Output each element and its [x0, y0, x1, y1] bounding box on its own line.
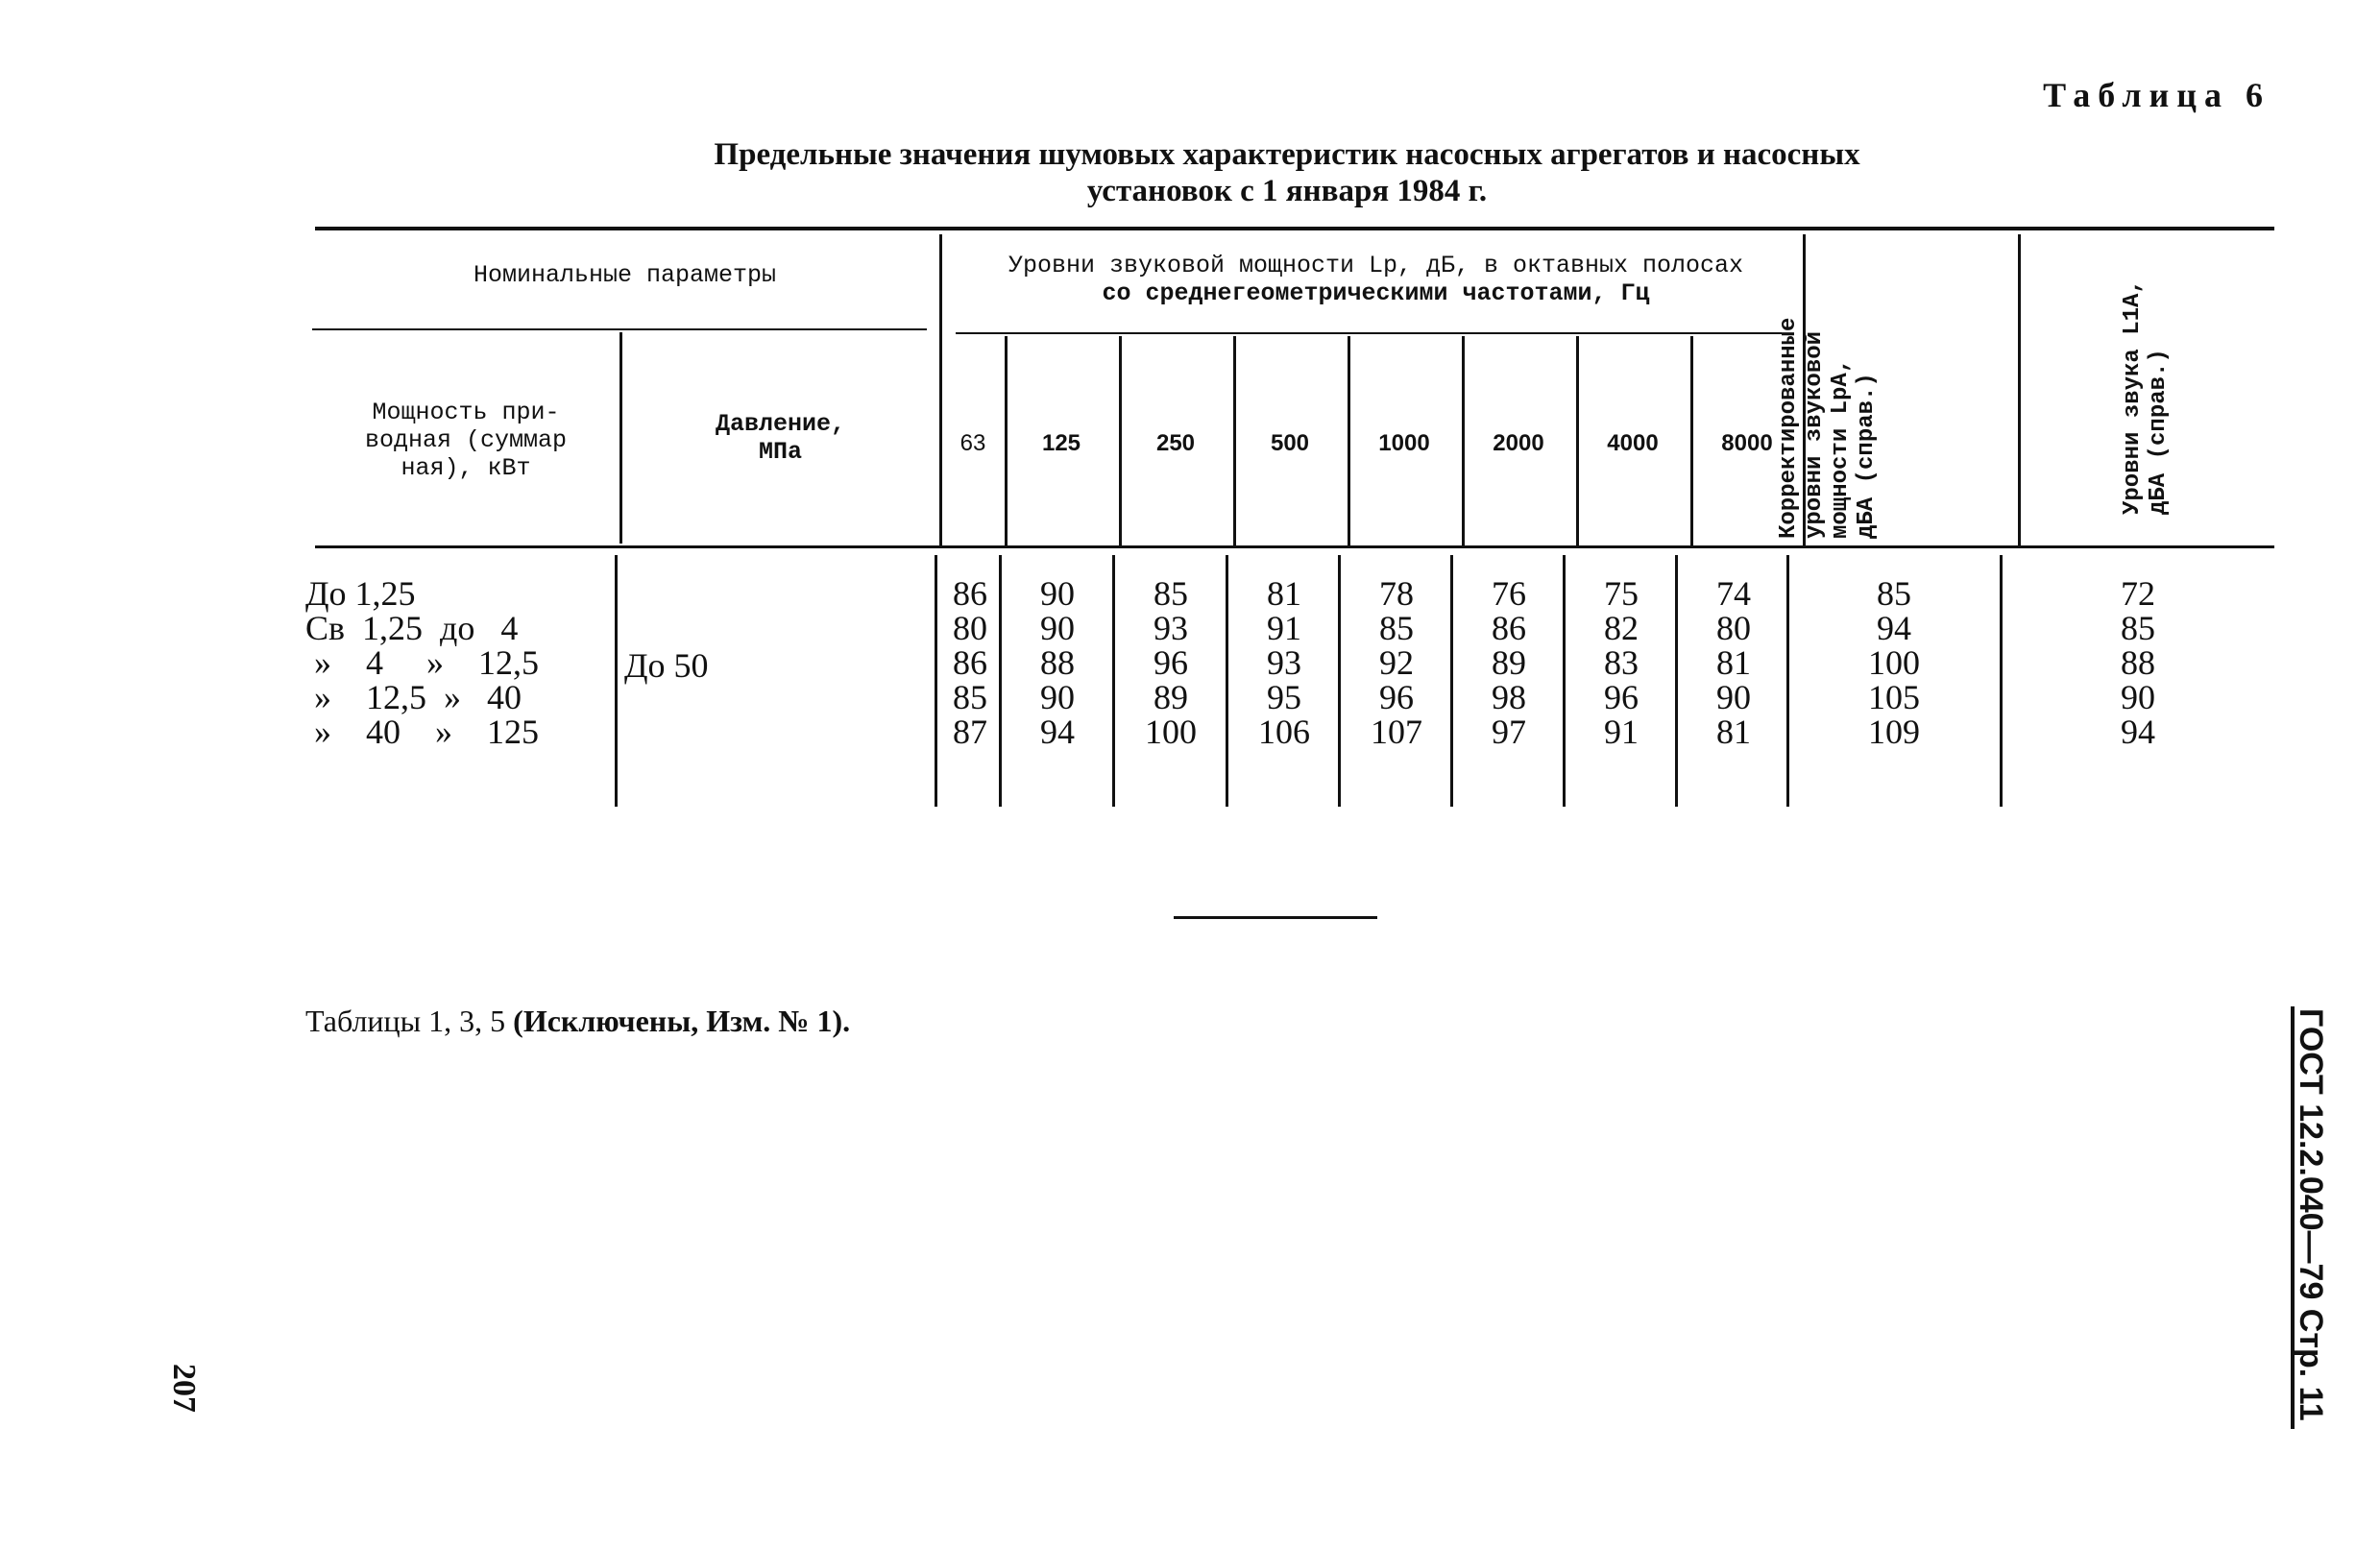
table-cell: 93: [1267, 643, 1301, 682]
sound-power-levels-header: [946, 252, 1806, 307]
power-range-row: Св 1,25 до 4: [305, 609, 519, 647]
column-1000hz: [1344, 576, 1449, 749]
sound-power-levels-line: Уровни звуковой мощности Lp, дБ, в октавных полосах: [1008, 252, 1744, 279]
body-divider: [935, 555, 937, 807]
sound-level-line: дБА (справ.): [2146, 349, 2172, 515]
pressure-value: До 50: [624, 646, 709, 685]
table-cell: 91: [1267, 609, 1301, 647]
table-cell: 75: [1604, 574, 1639, 613]
table-cell: 88: [1040, 643, 1075, 682]
table-cell: 107: [1371, 713, 1422, 751]
table-cell: 92: [1379, 643, 1414, 682]
column-corrected-levels: [1792, 576, 1996, 749]
table-cell: 72: [2121, 574, 2155, 613]
table-cell: 81: [1267, 574, 1301, 613]
table-cell: 85: [1877, 574, 1911, 613]
freq-divider: [1462, 336, 1465, 545]
table-cell: 90: [2121, 678, 2155, 716]
table-cell: 96: [1379, 678, 1414, 716]
table-cell: 90: [1040, 609, 1075, 647]
freq-label: 8000: [1721, 430, 1773, 456]
table-cell: 106: [1258, 713, 1310, 751]
body-divider: [1563, 555, 1566, 807]
table-cell: 100: [1145, 713, 1197, 751]
corrected-levels-header: [1776, 231, 1883, 539]
excluded-tables-list: Таблицы 1, 3, 5: [305, 1004, 506, 1038]
table-cell: 78: [1379, 574, 1414, 613]
levels-underline: [956, 332, 1782, 334]
corrected-levels-line: дБА (справ.): [1854, 373, 1880, 539]
sound-power-levels-line: со среднегеометрическими частотами, Гц: [1102, 279, 1650, 307]
corrected-levels-line: уровни звуковой: [1802, 330, 1828, 539]
table-label: Таблица 6: [2043, 76, 2271, 114]
freq-label: 500: [1270, 430, 1310, 456]
body-divider: [999, 555, 1002, 807]
pressure-header: [624, 410, 936, 466]
table-cell: 96: [1154, 643, 1188, 682]
table-top-rule: [315, 227, 2274, 230]
table-cell: 76: [1492, 574, 1526, 613]
pressure-header-line: МПа: [758, 438, 802, 466]
column-63hz: [943, 576, 997, 749]
table-cell: 105: [1868, 678, 1920, 716]
table-cell: 86: [1492, 609, 1526, 647]
table-cell: 100: [1868, 643, 1920, 682]
excluded-tables-reason: (Исключены, Изм. № 1).: [513, 1004, 851, 1038]
page-number: 207: [166, 1364, 202, 1413]
table-cell: 86: [953, 643, 987, 682]
corrected-levels-line: Корректированные: [1776, 317, 1802, 539]
column-500hz: [1231, 576, 1337, 749]
column-8000hz: [1681, 576, 1786, 749]
freq-label: 250: [1155, 430, 1196, 456]
table-cell: 93: [1154, 609, 1188, 647]
freq-divider: [1348, 336, 1350, 545]
table-cell: 83: [1604, 643, 1639, 682]
column-4000hz: [1568, 576, 1674, 749]
table-cell: 85: [1379, 609, 1414, 647]
table-title: [595, 136, 1979, 209]
power-header: [317, 399, 615, 482]
freq-label: 1000: [1378, 430, 1430, 456]
power-range-labels: [305, 576, 539, 749]
table-cell: 81: [1716, 643, 1751, 682]
power-header-line: ная), кВт: [401, 454, 531, 482]
freq-label: 125: [1041, 430, 1081, 456]
body-divider: [615, 555, 618, 807]
sound-level-header: [2120, 265, 2174, 515]
table-cell: 97: [1492, 713, 1526, 751]
table-cell: 86: [953, 574, 987, 613]
column-250hz: [1118, 576, 1224, 749]
table-cell: 87: [953, 713, 987, 751]
table-cell: 82: [1604, 609, 1639, 647]
table-cell: 90: [1716, 678, 1751, 716]
power-header-line: Мощность при-: [372, 399, 560, 426]
power-range-row: » 4 » 12,5: [305, 643, 539, 682]
body-divider: [1226, 555, 1228, 807]
divider-nominal-levels: [939, 234, 942, 545]
gost-reference: ГОСТ 12.2.040—79 Стр. 11: [2293, 1008, 2329, 1421]
body-divider: [1675, 555, 1678, 807]
table-cell: 85: [1154, 574, 1188, 613]
freq-divider: [1233, 336, 1236, 545]
power-header-line: водная (суммар: [364, 426, 568, 454]
table-title-line-1: Предельные значения шумовых характеристик насосных агрегатов и насосных: [714, 137, 1860, 172]
excluded-tables-note: [305, 1004, 850, 1039]
column-2000hz: [1456, 576, 1562, 749]
nominal-params-header: Номинальные параметры: [473, 261, 777, 289]
power-range-row: До 1,25: [305, 574, 416, 613]
pressure-header-line: Давление,: [715, 410, 846, 438]
freq-label: 63: [959, 430, 986, 456]
freq-divider: [1576, 336, 1579, 545]
table-cell: 85: [953, 678, 987, 716]
power-range-row: » 12,5 » 40: [305, 678, 522, 716]
power-range-row: » 40 » 125: [305, 713, 539, 751]
freq-divider: [1119, 336, 1122, 545]
table-cell: 94: [2121, 713, 2155, 751]
freq-label: 4000: [1607, 430, 1659, 456]
separator-rule: [1174, 916, 1377, 919]
body-divider: [2000, 555, 2003, 807]
body-divider: [1786, 555, 1789, 807]
column-sound-level: [2005, 576, 2271, 749]
table-cell: 89: [1492, 643, 1526, 682]
table-cell: 89: [1154, 678, 1188, 716]
column-125hz: [1005, 576, 1110, 749]
freq-divider: [1690, 336, 1693, 545]
corrected-levels-line: мощности LpA,: [1828, 358, 1854, 539]
table-cell: 90: [1040, 574, 1075, 613]
table-cell: 94: [1877, 609, 1911, 647]
table-cell: 96: [1604, 678, 1639, 716]
table-title-line-2: установок с 1 января 1984 г.: [1086, 174, 1488, 208]
body-divider: [1112, 555, 1115, 807]
table-cell: 81: [1716, 713, 1751, 751]
table-cell: 74: [1716, 574, 1751, 613]
table-cell: 91: [1604, 713, 1639, 751]
table-cell: 94: [1040, 713, 1075, 751]
freq-label: 2000: [1493, 430, 1544, 456]
table-cell: 80: [1716, 609, 1751, 647]
header-bottom-rule: [315, 545, 2274, 548]
table-cell: 109: [1868, 713, 1920, 751]
table-cell: 95: [1267, 678, 1301, 716]
divider-corrected-sound: [2018, 234, 2021, 545]
table-cell: 88: [2121, 643, 2155, 682]
sound-level-line: Уровни звука L1A,: [2120, 279, 2146, 515]
body-divider: [1338, 555, 1341, 807]
table-cell: 85: [2121, 609, 2155, 647]
table-cell: 90: [1040, 678, 1075, 716]
table-cell: 80: [953, 609, 987, 647]
body-divider: [1450, 555, 1453, 807]
divider-power-pressure: [619, 332, 622, 544]
table-cell: 98: [1492, 678, 1526, 716]
nominal-underline: [312, 328, 927, 330]
